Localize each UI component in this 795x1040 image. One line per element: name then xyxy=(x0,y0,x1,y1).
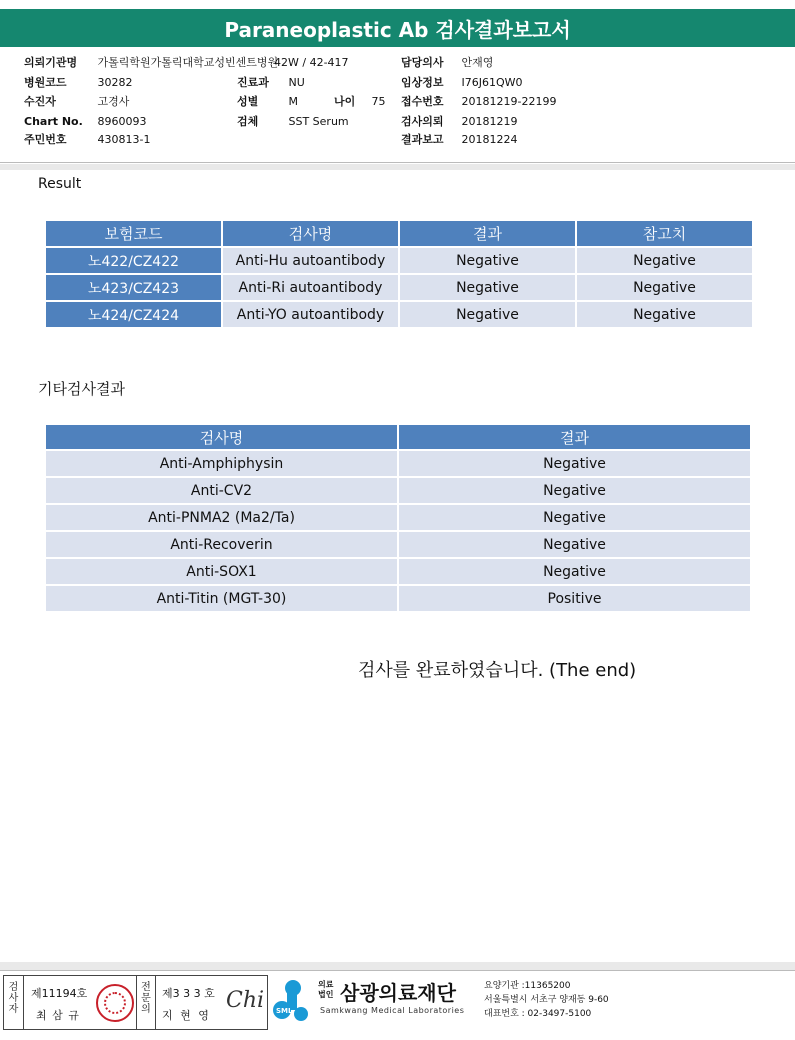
sml-logo-text: SML xyxy=(276,1007,293,1015)
test-request-value: 20181219 xyxy=(461,115,518,128)
specimen-value: SST Serum xyxy=(288,115,349,128)
info-hospital-code xyxy=(24,76,133,89)
org-address: 서울특별시 서초구 양재동 9-60 xyxy=(484,995,609,1005)
sex-value: M xyxy=(288,95,298,108)
test-name: Anti-SOX1 xyxy=(46,559,397,584)
test-name: Anti-PNMA2 (Ma2/Ta) xyxy=(46,505,397,530)
test-name: Anti-Ri autoantibody xyxy=(223,275,398,300)
result-label: Result xyxy=(38,176,82,192)
main-table-header xyxy=(46,221,752,246)
department-value: NU xyxy=(288,76,305,89)
table-row xyxy=(46,248,752,273)
recipient-label: 수진자 xyxy=(24,95,56,108)
other-results-label: 기타검사결과 xyxy=(38,380,125,398)
org-phone: 대표번호 : 02-3497-5100 xyxy=(484,1009,592,1019)
table-row xyxy=(46,451,750,476)
specimen-label: 검체 xyxy=(237,115,259,128)
requesting-institution-value: 가톨릭학원가톨릭대학교성빈센트병원 xyxy=(97,56,279,69)
specialist-label-text: 전문의 xyxy=(141,982,151,1015)
reference-value: Negative xyxy=(577,248,752,273)
col-header-reference: 참고치 xyxy=(577,221,752,246)
recipient-value: 고경사 xyxy=(97,95,130,108)
table-row xyxy=(46,505,750,530)
test-result-positive: Positive xyxy=(399,586,750,611)
info-specimen xyxy=(237,115,349,128)
test-name: Anti-Hu autoantibody xyxy=(223,248,398,273)
table-row xyxy=(46,532,750,557)
signature-box xyxy=(3,975,268,1030)
test-result: Negative xyxy=(399,478,750,503)
clinical-info-value: I76J61QW0 xyxy=(461,76,523,89)
org-info xyxy=(484,979,609,1021)
footer-divider xyxy=(0,970,795,971)
table-row xyxy=(46,586,750,611)
col-header-test-name: 검사명 xyxy=(223,221,398,246)
hospital-code-value: 30282 xyxy=(97,76,133,89)
test-result: Negative xyxy=(400,275,575,300)
resident-no-value: 430813-1 xyxy=(97,133,151,146)
age-value: 75 xyxy=(371,95,386,108)
info-recipient xyxy=(24,95,129,108)
hospital-code-label: 병원코드 xyxy=(24,76,67,89)
tester-license: 제11194호 xyxy=(31,987,88,1000)
test-name: Anti-Recoverin xyxy=(46,532,397,557)
info-chart-no xyxy=(24,115,147,128)
test-result: Negative xyxy=(400,248,575,273)
info-department xyxy=(237,76,305,89)
reference-value: Negative xyxy=(577,275,752,300)
col-header-result: 결과 xyxy=(399,425,750,449)
main-result-table xyxy=(44,219,754,329)
header-band xyxy=(0,164,795,170)
info-requesting-institution xyxy=(24,56,278,69)
sex-label: 성별 xyxy=(237,95,259,108)
test-result: Negative xyxy=(399,505,750,530)
resident-no-label: 주민번호 xyxy=(24,133,67,146)
col-header-result: 결과 xyxy=(400,221,575,246)
ward-value: 42W / 42-417 xyxy=(274,56,349,69)
org-name: 삼광의료재단 xyxy=(340,981,456,1005)
info-receipt-no xyxy=(401,95,556,108)
org-type: 의료법인 xyxy=(318,980,334,999)
info-resident-no xyxy=(24,133,150,146)
test-name: Anti-Amphiphysin xyxy=(46,451,397,476)
clinical-info-label: 임상정보 xyxy=(401,76,444,89)
test-name: Anti-Titin (MGT-30) xyxy=(46,586,397,611)
table-row xyxy=(46,302,752,327)
age-label: 나이 xyxy=(334,95,356,108)
chart-no-label: Chart No. xyxy=(24,115,83,128)
info-sex xyxy=(237,95,386,108)
header-divider xyxy=(0,162,795,163)
signature: Chi xyxy=(226,988,265,1013)
specialist-name: 지 현 영 xyxy=(162,1009,211,1022)
result-report-value: 20181224 xyxy=(461,133,518,146)
table-row xyxy=(46,478,750,503)
col-header-code: 보험코드 xyxy=(46,221,221,246)
care-institution-code: 요양기관 :11365200 xyxy=(484,981,571,991)
specialist-label xyxy=(136,976,156,1029)
test-result: Negative xyxy=(399,532,750,557)
receipt-no-label: 접수번호 xyxy=(401,95,444,108)
tester-label xyxy=(4,976,24,1029)
chart-no-value: 8960093 xyxy=(97,115,147,128)
sml-logo-icon xyxy=(273,978,313,1026)
info-doctor xyxy=(401,56,493,69)
info-test-request xyxy=(401,115,518,128)
info-clinical xyxy=(401,76,523,89)
report-title: Paraneoplastic Ab 검사결과보고서 xyxy=(0,9,795,47)
end-message: 검사를 완료하였습니다. (The end) xyxy=(358,660,637,681)
insurance-code: 노424/CZ424 xyxy=(46,302,221,327)
reference-value: Negative xyxy=(577,302,752,327)
insurance-code: 노422/CZ422 xyxy=(46,248,221,273)
test-request-label: 검사의뢰 xyxy=(401,115,444,128)
test-result: Negative xyxy=(400,302,575,327)
official-seal-icon xyxy=(96,984,134,1022)
col-header-test-name: 검사명 xyxy=(46,425,397,449)
doctor-value: 안재영 xyxy=(461,56,494,69)
other-table-header xyxy=(46,425,750,449)
test-result: Negative xyxy=(399,451,750,476)
info-ward xyxy=(274,56,349,69)
requesting-institution-label: 의뢰기관명 xyxy=(24,56,78,69)
table-row xyxy=(46,559,750,584)
footer-band xyxy=(0,962,795,970)
receipt-no-value: 20181219-22199 xyxy=(461,95,557,108)
insurance-code: 노423/CZ423 xyxy=(46,275,221,300)
doctor-label: 담당의사 xyxy=(401,56,444,69)
tester-label-text: 검사자 xyxy=(8,982,19,1015)
result-report-label: 결과보고 xyxy=(401,133,444,146)
test-result: Negative xyxy=(399,559,750,584)
test-name: Anti-CV2 xyxy=(46,478,397,503)
specialist-license: 제3 3 3 호 xyxy=(162,987,215,1000)
test-name: Anti-YO autoantibody xyxy=(223,302,398,327)
table-row xyxy=(46,275,752,300)
org-english-name: Samkwang Medical Laboratories xyxy=(320,1006,465,1015)
department-label: 진료과 xyxy=(237,76,269,89)
other-result-table xyxy=(44,423,752,613)
info-result-report xyxy=(401,133,518,146)
tester-name: 최 삼 규 xyxy=(36,1009,80,1022)
